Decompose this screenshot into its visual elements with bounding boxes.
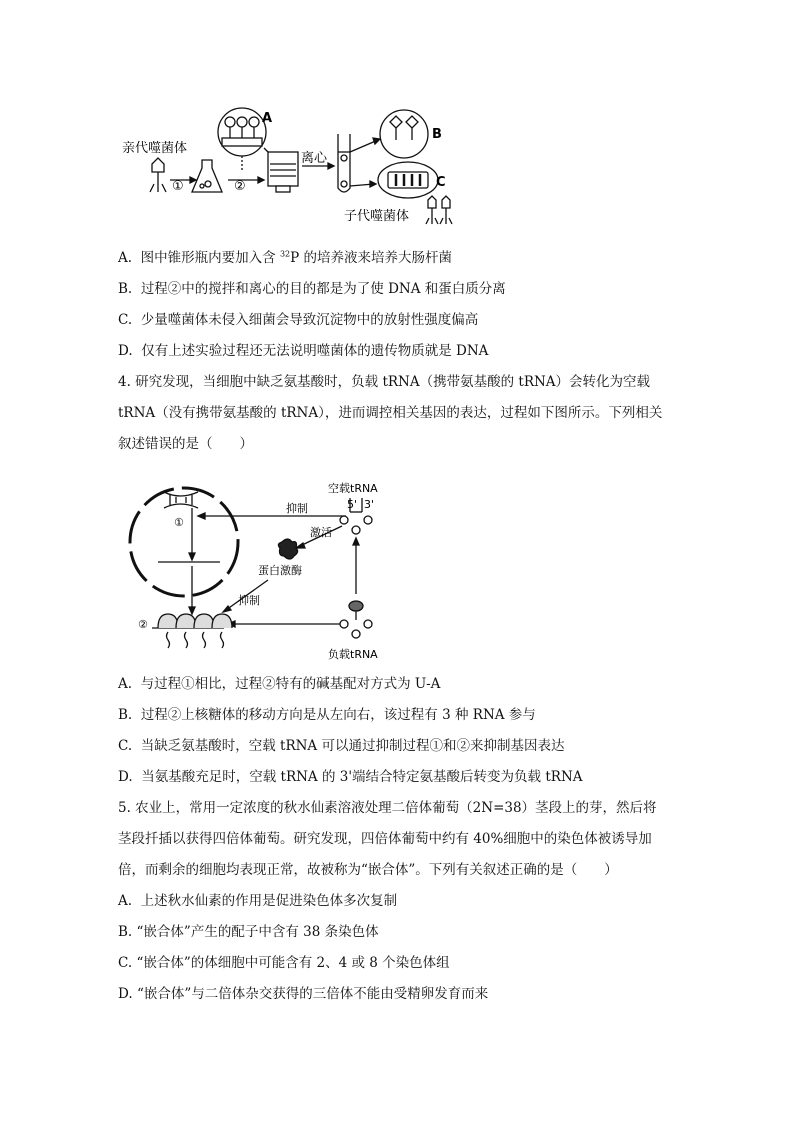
phage-experiment-figure <box>118 100 468 248</box>
step1-label: ① <box>172 179 184 194</box>
step2-label: ② <box>234 179 246 194</box>
inhibit-label-1: 抑制 <box>286 502 308 515</box>
offspring-phage-icon <box>426 196 452 224</box>
q4-option-c: C. 当缺乏氨基酸时，空载 tRNA 可以通过抑制过程①和②来抑制基因表达 <box>118 738 565 754</box>
empty-trna-label: 空载tRNA <box>328 482 378 495</box>
loaded-trna-label: 负载tRNA <box>328 648 378 661</box>
parent-phage-label: 亲代噬菌体 <box>122 141 188 156</box>
five-prime-label: 5' <box>347 498 358 511</box>
q5-option-c: C. “嵌合体”的体细胞中可能含有 2、4 或 8 个染色体组 <box>118 955 450 971</box>
three-prime-label: 3' <box>364 498 375 511</box>
q3-option-d: D. 仅有上述实验过程还无法说明噬菌体的遗传物质就是 DNA <box>118 343 489 359</box>
q5-stem-line3: 倍，而剩余的细胞均表现正常，故被称为“嵌合体”。下列有关叙述正确的是（ ） <box>118 862 618 878</box>
process2-label: ② <box>138 618 148 631</box>
label-a: A <box>262 111 273 126</box>
sediment-circle-c <box>378 162 438 198</box>
label-b: B <box>432 127 442 142</box>
q3-option-b: B. 过程②中的搅拌和离心的目的都是为了使 DNA 和蛋白质分离 <box>118 281 506 297</box>
protein-kinase-icon <box>278 539 297 559</box>
dna-helix-icon <box>164 492 198 508</box>
parent-phage-icon <box>150 158 166 192</box>
q5-stem-line1: 5. 农业上，常用一定浓度的秋水仙素溶液处理二倍体葡萄（2N=38）茎段上的芽，然后将 <box>118 800 657 816</box>
q5-option-a: A. 上述秋水仙素的作用是促进染色体多次复制 <box>118 893 398 909</box>
trna-regulation-figure <box>128 478 398 670</box>
label-c: C <box>436 175 446 190</box>
q4-option-a: A. 与过程①相比，过程②特有的碱基配对方式为 U-A <box>118 676 441 692</box>
process1-label: ① <box>174 516 184 529</box>
conical-flask-icon <box>192 160 222 192</box>
q5-option-b: B. “嵌合体”产生的配子中含有 38 条染色体 <box>118 924 379 940</box>
q3-option-a: A. 图中锥形瓶内要加入含 $^{32}$P 的培养液来培养大肠杆菌 <box>118 249 452 266</box>
q4-stem-line2: tRNA（没有携带氨基酸的 tRNA），进而调控相关基因的表达，过程如下图所示。下列相关 <box>118 405 663 421</box>
centrifuge-tube-icon <box>338 134 350 192</box>
q4-option-b: B. 过程②上核糖体的移动方向是从左向右，该过程有 3 种 RNA 参与 <box>118 707 536 723</box>
beaker-mixer-icon <box>264 148 298 192</box>
centrifuge-label: 离心 <box>301 151 328 166</box>
q3-option-c: C. 少量噬菌体未侵入细菌会导致沉淀物中的放射性强度偏高 <box>118 312 479 328</box>
q4-option-d: D. 当氨基酸充足时，空载 tRNA 的 3'端结合特定氨基酸后转变为负载 tRNA <box>118 769 583 785</box>
protein-kinase-label: 蛋白激酶 <box>258 564 302 577</box>
magnified-infection-circle <box>218 108 266 156</box>
inhibit-label-2: 抑制 <box>238 594 260 607</box>
q4-stem-line3: 叙述错误的是（ ） <box>118 436 253 452</box>
polysome-icon <box>152 614 232 648</box>
q5-option-d: D. “嵌合体”与二倍体杂交获得的三倍体不能由受精卵发育而来 <box>118 986 489 1002</box>
q5-stem-line2: 茎段扦插以获得四倍体葡萄。研究发现，四倍体葡萄中约有 40%细胞中的染色体被诱导加 <box>118 831 652 847</box>
supernatant-circle-b <box>380 110 428 158</box>
activate-label: 激活 <box>310 526 332 539</box>
offspring-label: 子代噬菌体 <box>344 209 410 224</box>
loaded-trna-icon <box>340 601 372 638</box>
q4-stem-line1: 4. 研究发现，当细胞中缺乏氨基酸时，负载 tRNA（携带氨基酸的 tRNA）会转化为空载 <box>118 374 651 390</box>
